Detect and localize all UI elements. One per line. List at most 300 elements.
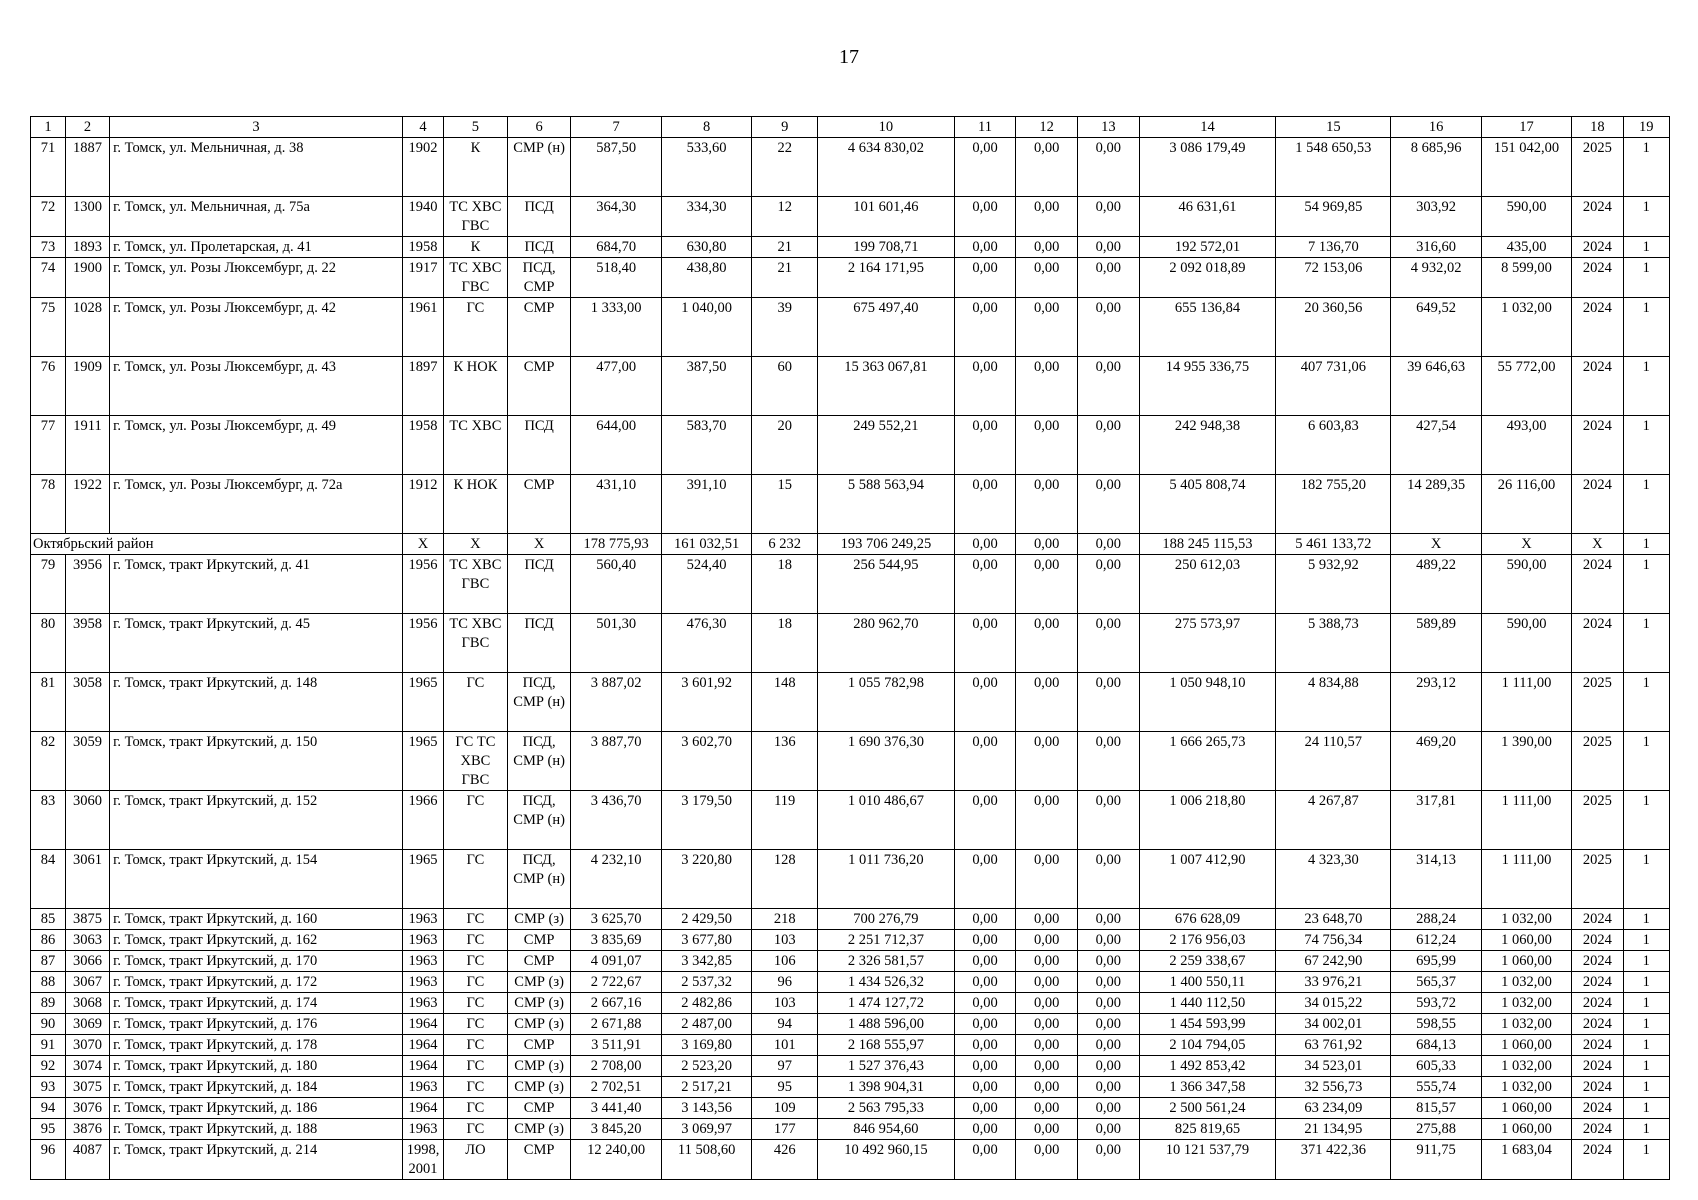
table-cell: 0,00 — [1078, 1035, 1140, 1056]
table-row — [31, 1056, 1670, 1077]
table-row — [31, 909, 1670, 930]
table-cell: 101 — [752, 1035, 818, 1056]
table-cell: 3 342,85 — [661, 951, 751, 972]
table-cell: 1 — [1623, 1077, 1669, 1098]
table-cell: СМР (з) — [507, 909, 571, 930]
table-cell: 63 234,09 — [1276, 1098, 1391, 1119]
address-cell: г. Томск, тракт Иркутский, д. 186 — [110, 1098, 403, 1119]
table-cell: 0,00 — [1078, 416, 1140, 475]
table-cell: 97 — [752, 1056, 818, 1077]
table-cell: 2 702,51 — [571, 1077, 661, 1098]
table-cell: 583,70 — [661, 416, 751, 475]
table-cell: 6 603,83 — [1276, 416, 1391, 475]
table-cell: 2 563 795,33 — [818, 1098, 955, 1119]
table-cell: 0,00 — [954, 555, 1016, 614]
table-cell: 1028 — [65, 298, 109, 357]
table-cell: 0,00 — [1078, 850, 1140, 909]
table-cell: 8 685,96 — [1391, 138, 1481, 197]
table-cell: 74 — [31, 258, 66, 298]
table-cell: 103 — [752, 993, 818, 1014]
address-cell: г. Томск, ул. Розы Люксембург, д. 49 — [110, 416, 403, 475]
table-row — [31, 673, 1670, 732]
table-cell: 256 544,95 — [818, 555, 955, 614]
table-cell: 3876 — [65, 1119, 109, 1140]
table-cell: 2 176 956,03 — [1139, 930, 1276, 951]
table-cell: 1 — [1623, 732, 1669, 791]
table-cell: 612,24 — [1391, 930, 1481, 951]
table-cell: 334,30 — [661, 197, 751, 237]
table-cell: 2025 — [1572, 732, 1623, 791]
table-cell: 32 556,73 — [1276, 1077, 1391, 1098]
subtotal-cell: Х — [1391, 534, 1481, 555]
table-cell: 407 731,06 — [1276, 357, 1391, 416]
table-cell: 2 326 581,57 — [818, 951, 955, 972]
table-cell: 1 060,00 — [1481, 1098, 1571, 1119]
table-cell: 0,00 — [1016, 475, 1078, 534]
table-row — [31, 1077, 1670, 1098]
table-cell: 106 — [752, 951, 818, 972]
table-cell: 0,00 — [1078, 1098, 1140, 1119]
table-cell: 2024 — [1572, 951, 1623, 972]
table-cell: ПСД, СМР (н) — [507, 850, 571, 909]
table-cell: 533,60 — [661, 138, 751, 197]
table-cell: 2024 — [1572, 1140, 1623, 1180]
table-cell: 21 — [752, 258, 818, 298]
table-cell: ГС — [444, 298, 508, 357]
table-cell: СМР (з) — [507, 993, 571, 1014]
table-cell: ТС ХВС ГВС — [444, 614, 508, 673]
table-cell: 3 602,70 — [661, 732, 751, 791]
table-cell: ТС ХВС ГВС — [444, 555, 508, 614]
table-cell: 3 086 179,49 — [1139, 138, 1276, 197]
table-cell: СМР — [507, 1140, 571, 1180]
column-header: 10 — [818, 117, 955, 138]
table-cell: 426 — [752, 1140, 818, 1180]
table-cell: 2 671,88 — [571, 1014, 661, 1035]
table-cell: 1 060,00 — [1481, 951, 1571, 972]
table-cell: 2 251 712,37 — [818, 930, 955, 951]
table-cell: 3 143,56 — [661, 1098, 751, 1119]
table-row — [31, 614, 1670, 673]
table-cell: 77 — [31, 416, 66, 475]
table-cell: 391,10 — [661, 475, 751, 534]
table-cell: 0,00 — [954, 791, 1016, 850]
table-cell: 54 969,85 — [1276, 197, 1391, 237]
table-body — [31, 138, 1670, 1180]
table-cell: 1909 — [65, 357, 109, 416]
table-cell: 1902 — [402, 138, 443, 197]
table-cell: 39 646,63 — [1391, 357, 1481, 416]
table-cell: 1963 — [402, 1119, 443, 1140]
table-cell: 3 887,02 — [571, 673, 661, 732]
table-cell: 10 492 960,15 — [818, 1140, 955, 1180]
table-cell: 0,00 — [1016, 1098, 1078, 1119]
table-cell: 3058 — [65, 673, 109, 732]
table-cell: 0,00 — [954, 850, 1016, 909]
table-cell: 8 599,00 — [1481, 258, 1571, 298]
table-cell: 5 588 563,94 — [818, 475, 955, 534]
table-cell: 0,00 — [1016, 614, 1078, 673]
table-cell: К НОК — [444, 475, 508, 534]
table-cell: 0,00 — [1016, 357, 1078, 416]
table-cell: 0,00 — [1016, 1077, 1078, 1098]
table-cell: 476,30 — [661, 614, 751, 673]
table-cell: 4 267,87 — [1276, 791, 1391, 850]
table-cell: СМР — [507, 1098, 571, 1119]
column-header: 4 — [402, 117, 443, 138]
table-cell: 3 845,20 — [571, 1119, 661, 1140]
table-cell: ГС — [444, 1035, 508, 1056]
table-cell: ПСД — [507, 197, 571, 237]
table-cell: 1 — [1623, 791, 1669, 850]
table-cell: 0,00 — [1078, 972, 1140, 993]
table-cell: 2024 — [1572, 197, 1623, 237]
table-cell: 1 488 596,00 — [818, 1014, 955, 1035]
table-cell: 427,54 — [1391, 416, 1481, 475]
table-cell: 93 — [31, 1077, 66, 1098]
subtotal-cell: Х — [1481, 534, 1571, 555]
table-cell: 1922 — [65, 475, 109, 534]
table-cell: 2 104 794,05 — [1139, 1035, 1276, 1056]
table-cell: 0,00 — [954, 1098, 1016, 1119]
table-cell: 590,00 — [1481, 555, 1571, 614]
table-cell: 3875 — [65, 909, 109, 930]
table-cell: 0,00 — [1078, 993, 1140, 1014]
table-cell: ПСД, СМР (н) — [507, 732, 571, 791]
table-cell: ПСД — [507, 237, 571, 258]
table-cell: 1 434 526,32 — [818, 972, 955, 993]
table-cell: 1 060,00 — [1481, 1119, 1571, 1140]
table-cell: 825 819,65 — [1139, 1119, 1276, 1140]
table-cell: ГС ТС ХВС ГВС — [444, 732, 508, 791]
table-cell: 218 — [752, 909, 818, 930]
table-row — [31, 951, 1670, 972]
address-cell: г. Томск, тракт Иркутский, д. 152 — [110, 791, 403, 850]
table-cell: 1 — [1623, 993, 1669, 1014]
housing-registry-table — [30, 116, 1670, 1180]
table-cell: 2 517,21 — [661, 1077, 751, 1098]
table-cell: 11 508,60 — [661, 1140, 751, 1180]
subtotal-cell: Х — [507, 534, 571, 555]
table-cell: 387,50 — [661, 357, 751, 416]
table-cell: 1 — [1623, 1119, 1669, 1140]
table-cell: 80 — [31, 614, 66, 673]
table-cell: 73 — [31, 237, 66, 258]
table-cell: 0,00 — [1078, 475, 1140, 534]
table-cell: 1963 — [402, 972, 443, 993]
table-cell: 0,00 — [1016, 138, 1078, 197]
table-cell: 4 232,10 — [571, 850, 661, 909]
table-cell: 0,00 — [1078, 1140, 1140, 1180]
subtotal-cell: 161 032,51 — [661, 534, 751, 555]
column-header: 9 — [752, 117, 818, 138]
address-cell: г. Томск, тракт Иркутский, д. 214 — [110, 1140, 403, 1180]
table-cell: 2 722,67 — [571, 972, 661, 993]
table-cell: 3 625,70 — [571, 909, 661, 930]
table-cell: 7 136,70 — [1276, 237, 1391, 258]
table-row — [31, 237, 1670, 258]
table-cell: 1 032,00 — [1481, 1077, 1571, 1098]
table-cell: 1 683,04 — [1481, 1140, 1571, 1180]
table-cell: 275,88 — [1391, 1119, 1481, 1140]
table-cell: 0,00 — [1078, 951, 1140, 972]
table-cell: 0,00 — [954, 732, 1016, 791]
table-cell: 1 — [1623, 951, 1669, 972]
table-cell: 71 — [31, 138, 66, 197]
table-cell: 1965 — [402, 850, 443, 909]
table-cell: 103 — [752, 930, 818, 951]
table-cell: 2 523,20 — [661, 1056, 751, 1077]
table-cell: 0,00 — [1078, 1119, 1140, 1140]
table-cell: 630,80 — [661, 237, 751, 258]
table-cell: ГС — [444, 1119, 508, 1140]
table-cell: 3060 — [65, 791, 109, 850]
table-cell: 2 708,00 — [571, 1056, 661, 1077]
column-header: 12 — [1016, 117, 1078, 138]
table-cell: ТС ХВС — [444, 416, 508, 475]
table-cell: ПСД — [507, 614, 571, 673]
table-cell: 560,40 — [571, 555, 661, 614]
table-cell: ГС — [444, 791, 508, 850]
table-row — [31, 993, 1670, 1014]
table-cell: 101 601,46 — [818, 197, 955, 237]
table-cell: 92 — [31, 1056, 66, 1077]
table-cell: 0,00 — [1078, 1056, 1140, 1077]
table-cell: 87 — [31, 951, 66, 972]
column-number-header — [31, 117, 1670, 138]
table-cell: 1 400 550,11 — [1139, 972, 1276, 993]
table-cell: 1 527 376,43 — [818, 1056, 955, 1077]
table-cell: 24 110,57 — [1276, 732, 1391, 791]
table-cell: 0,00 — [1078, 732, 1140, 791]
subtotal-cell: 0,00 — [954, 534, 1016, 555]
table-cell: 1893 — [65, 237, 109, 258]
table-cell: 0,00 — [954, 673, 1016, 732]
table-cell: 88 — [31, 972, 66, 993]
table-cell: 314,13 — [1391, 850, 1481, 909]
table-cell: 0,00 — [1016, 1035, 1078, 1056]
table-row — [31, 138, 1670, 197]
table-cell: 2 487,00 — [661, 1014, 751, 1035]
table-cell: 1300 — [65, 197, 109, 237]
table-cell: 555,74 — [1391, 1077, 1481, 1098]
table-cell: К — [444, 237, 508, 258]
table-cell: 148 — [752, 673, 818, 732]
table-row — [31, 1140, 1670, 1180]
table-cell: ГС — [444, 850, 508, 909]
table-cell: 79 — [31, 555, 66, 614]
table-cell: 2024 — [1572, 614, 1623, 673]
table-cell: 0,00 — [954, 993, 1016, 1014]
table-cell: 74 756,34 — [1276, 930, 1391, 951]
table-cell: 2024 — [1572, 416, 1623, 475]
table-cell: ГС — [444, 1056, 508, 1077]
table-cell: СМР — [507, 930, 571, 951]
column-header: 13 — [1078, 117, 1140, 138]
table-cell: 0,00 — [954, 930, 1016, 951]
table-cell: 1 — [1623, 298, 1669, 357]
table-cell: 4087 — [65, 1140, 109, 1180]
table-cell: 0,00 — [954, 416, 1016, 475]
table-cell: 303,92 — [1391, 197, 1481, 237]
table-cell: 4 634 830,02 — [818, 138, 955, 197]
table-cell: 242 948,38 — [1139, 416, 1276, 475]
table-cell: 250 612,03 — [1139, 555, 1276, 614]
column-header: 15 — [1276, 117, 1391, 138]
table-cell: 82 — [31, 732, 66, 791]
table-cell: 4 834,88 — [1276, 673, 1391, 732]
table-cell: СМР — [507, 951, 571, 972]
district-name: Октябрьский район — [31, 534, 403, 555]
table-cell: 3070 — [65, 1035, 109, 1056]
table-row — [31, 972, 1670, 993]
table-cell: 288,24 — [1391, 909, 1481, 930]
table-cell: 75 — [31, 298, 66, 357]
table-cell: 371 422,36 — [1276, 1140, 1391, 1180]
table-cell: 675 497,40 — [818, 298, 955, 357]
table-cell: 119 — [752, 791, 818, 850]
table-cell: 94 — [752, 1014, 818, 1035]
address-cell: г. Томск, тракт Иркутский, д. 184 — [110, 1077, 403, 1098]
table-cell: 20 — [752, 416, 818, 475]
table-cell: 1 111,00 — [1481, 850, 1571, 909]
table-cell: 565,37 — [1391, 972, 1481, 993]
subtotal-cell: 0,00 — [1016, 534, 1078, 555]
table-cell: 1 — [1623, 930, 1669, 951]
table-cell: 0,00 — [1016, 951, 1078, 972]
table-cell: 1 032,00 — [1481, 972, 1571, 993]
table-cell: 2024 — [1572, 1119, 1623, 1140]
table-cell: 2024 — [1572, 1056, 1623, 1077]
page-number: 17 — [839, 46, 859, 68]
table-cell: 26 116,00 — [1481, 475, 1571, 534]
table-cell: 0,00 — [1016, 930, 1078, 951]
table-cell: 67 242,90 — [1276, 951, 1391, 972]
table-cell: ГС — [444, 930, 508, 951]
table-cell: ЛО — [444, 1140, 508, 1180]
table-cell: 0,00 — [954, 237, 1016, 258]
table-cell: СМР (з) — [507, 1014, 571, 1035]
address-cell: г. Томск, тракт Иркутский, д. 188 — [110, 1119, 403, 1140]
district-subtotal-row — [31, 534, 1670, 555]
column-header: 17 — [1481, 117, 1571, 138]
table-cell: 1 050 948,10 — [1139, 673, 1276, 732]
table-cell: 0,00 — [1016, 993, 1078, 1014]
table-cell: 493,00 — [1481, 416, 1571, 475]
subtotal-cell: Х — [402, 534, 443, 555]
table-cell: 5 388,73 — [1276, 614, 1391, 673]
table-cell: 2024 — [1572, 258, 1623, 298]
table-cell: 0,00 — [954, 1119, 1016, 1140]
table-cell: 0,00 — [1016, 850, 1078, 909]
table-cell: 0,00 — [1016, 732, 1078, 791]
table-cell: 1911 — [65, 416, 109, 475]
table-cell: 85 — [31, 909, 66, 930]
table-row — [31, 1098, 1670, 1119]
table-cell: 14 955 336,75 — [1139, 357, 1276, 416]
table-cell: 0,00 — [954, 909, 1016, 930]
table-cell: 96 — [31, 1140, 66, 1180]
table-cell: ГС — [444, 993, 508, 1014]
table-cell: ГС — [444, 972, 508, 993]
table-cell: 1 — [1623, 1140, 1669, 1180]
table-cell: 275 573,97 — [1139, 614, 1276, 673]
table-cell: 72 153,06 — [1276, 258, 1391, 298]
table-cell: 587,50 — [571, 138, 661, 197]
table-cell: 0,00 — [954, 614, 1016, 673]
table-cell: 293,12 — [1391, 673, 1481, 732]
table-row — [31, 1119, 1670, 1140]
table-cell: 1 — [1623, 909, 1669, 930]
table-cell: 55 772,00 — [1481, 357, 1571, 416]
table-cell: 3061 — [65, 850, 109, 909]
table-cell: 0,00 — [1016, 416, 1078, 475]
table-cell: 3 179,50 — [661, 791, 751, 850]
table-cell: 3 220,80 — [661, 850, 751, 909]
table-cell: 1998, 2001 — [402, 1140, 443, 1180]
table-cell: ТС ХВС ГВС — [444, 197, 508, 237]
table-cell: 1887 — [65, 138, 109, 197]
table-cell: 22 — [752, 138, 818, 197]
table-cell: 1897 — [402, 357, 443, 416]
table-cell: 605,33 — [1391, 1056, 1481, 1077]
table-cell: 0,00 — [954, 357, 1016, 416]
table-cell: 0,00 — [1078, 791, 1140, 850]
table-cell: 846 954,60 — [818, 1119, 955, 1140]
table-cell: 3 169,80 — [661, 1035, 751, 1056]
table-cell: 2 537,32 — [661, 972, 751, 993]
table-cell: 0,00 — [1016, 972, 1078, 993]
column-header: 1 — [31, 117, 66, 138]
table-cell: ГС — [444, 1077, 508, 1098]
table-cell: 1963 — [402, 909, 443, 930]
address-cell: г. Томск, тракт Иркутский, д. 45 — [110, 614, 403, 673]
table-cell: 1 — [1623, 1035, 1669, 1056]
table-cell: 1964 — [402, 1098, 443, 1119]
table-cell: 1 — [1623, 1098, 1669, 1119]
table-cell: 136 — [752, 732, 818, 791]
table-cell: 469,20 — [1391, 732, 1481, 791]
table-cell: 128 — [752, 850, 818, 909]
table-cell: 1 032,00 — [1481, 298, 1571, 357]
table-cell: 12 240,00 — [571, 1140, 661, 1180]
table-cell: 3 511,91 — [571, 1035, 661, 1056]
table-cell: 3075 — [65, 1077, 109, 1098]
table-cell: 676 628,09 — [1139, 909, 1276, 930]
table-cell: 1 111,00 — [1481, 673, 1571, 732]
table-cell: СМР (з) — [507, 1119, 571, 1140]
table-cell: 1963 — [402, 993, 443, 1014]
table-cell: 1 398 904,31 — [818, 1077, 955, 1098]
table-cell: СМР — [507, 357, 571, 416]
table-cell: 1961 — [402, 298, 443, 357]
table-cell: 655 136,84 — [1139, 298, 1276, 357]
table-cell: 1 690 376,30 — [818, 732, 955, 791]
table-cell: 1 366 347,58 — [1139, 1077, 1276, 1098]
table-cell: СМР — [507, 475, 571, 534]
table-cell: 5 932,92 — [1276, 555, 1391, 614]
table-cell: 109 — [752, 1098, 818, 1119]
table-cell: 33 976,21 — [1276, 972, 1391, 993]
table-cell: 1963 — [402, 1077, 443, 1098]
table-cell: 364,30 — [571, 197, 661, 237]
table-cell: ГС — [444, 1098, 508, 1119]
table-cell: ПСД, СМР (н) — [507, 791, 571, 850]
table-cell: 10 121 537,79 — [1139, 1140, 1276, 1180]
table-cell: 2024 — [1572, 909, 1623, 930]
table-cell: 0,00 — [954, 972, 1016, 993]
column-header: 2 — [65, 117, 109, 138]
